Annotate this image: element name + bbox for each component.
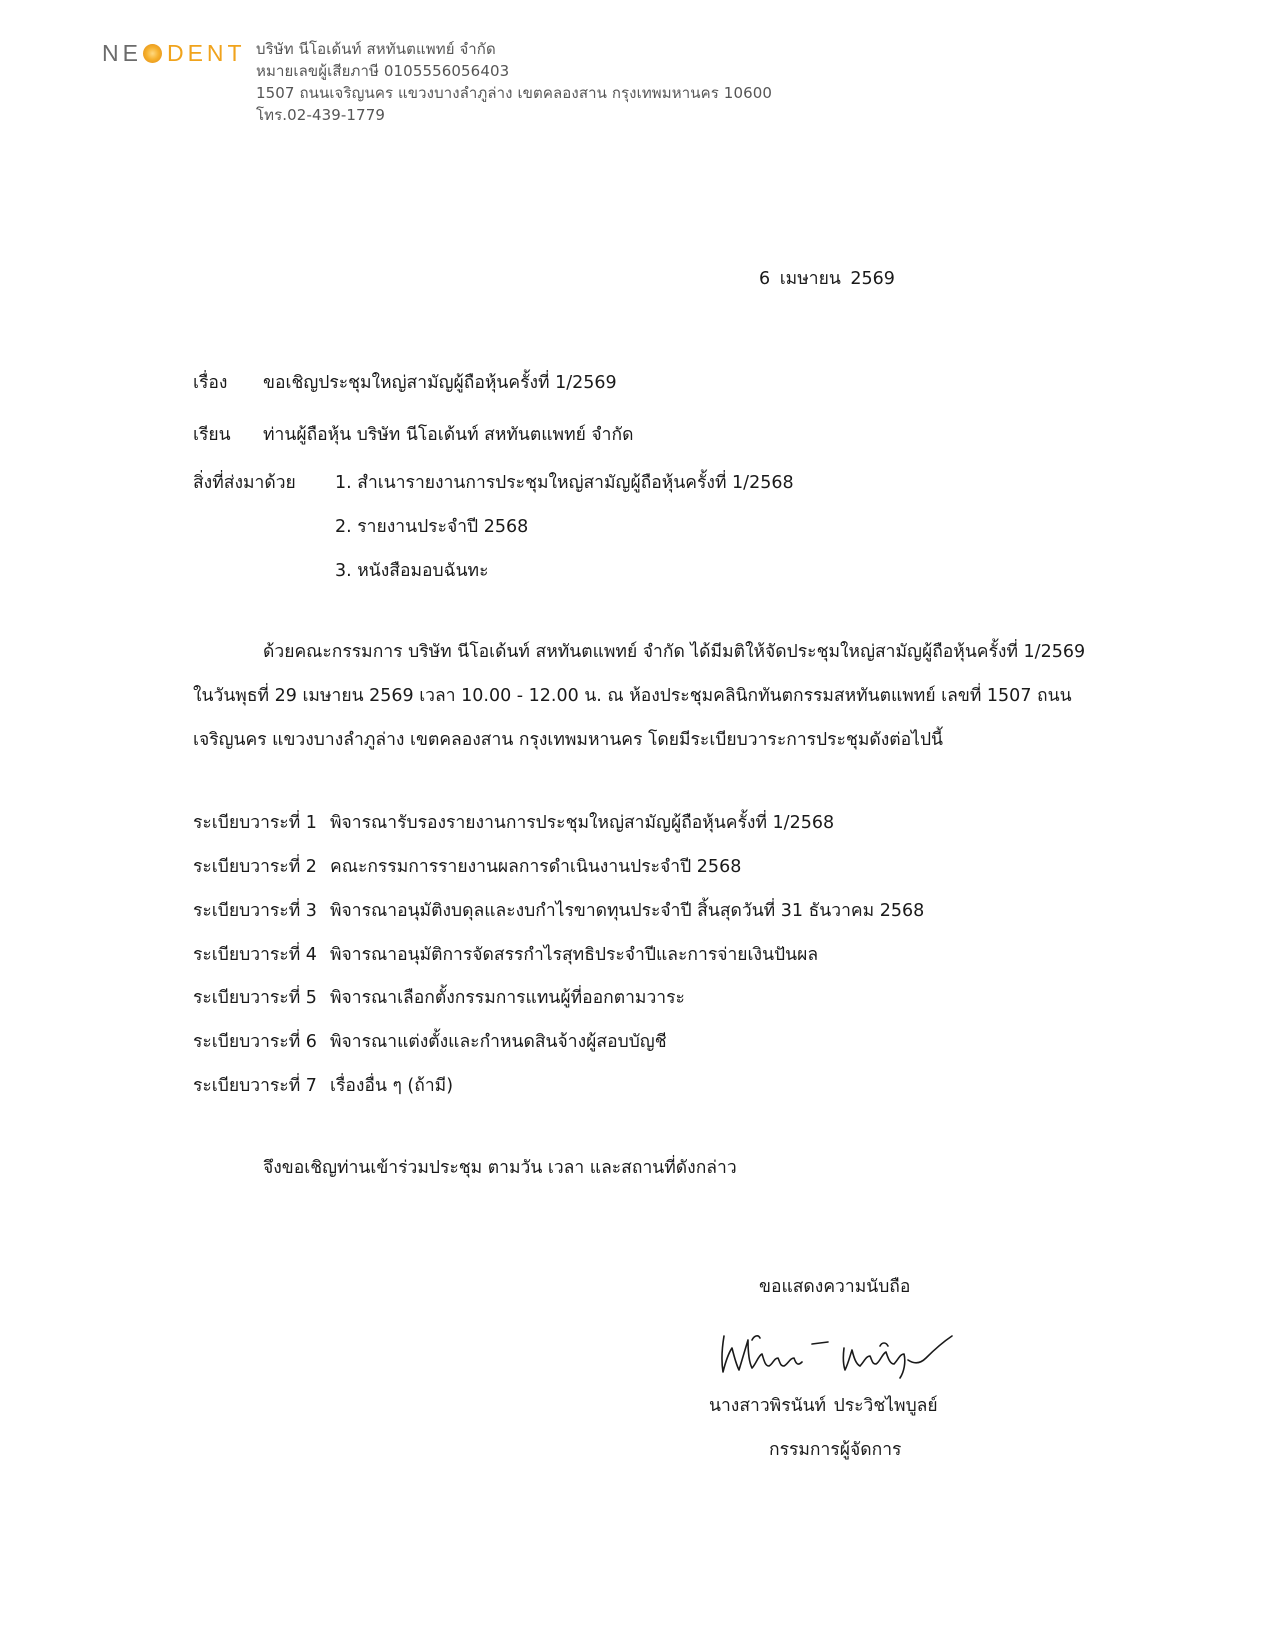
signer-title: กรรมการผู้จัดการ — [769, 1440, 902, 1460]
agenda-text: พิจารณาอนุมัติงบดุลและงบกำไรขาดทุนประจำปี สิ้นสุดวันที่ 31 ธันวาคม 2568 — [330, 901, 925, 921]
body-paragraph-line: เจริญนคร แขวงบางลำภูล่าง เขตคลองสาน กรุงเทพมหานคร โดยมีระเบียบวาระการประชุมดังต่อไปนี้ — [193, 730, 944, 750]
agenda-text: คณะกรรมการรายงานผลการดำเนินงานประจำปี 2568 — [330, 857, 742, 877]
closing-paragraph: จึงขอเชิญท่านเข้าร่วมประชุม ตามวัน เวลา และสถานที่ดังกล่าว — [263, 1158, 737, 1178]
agenda-label: ระเบียบวาระที่ 5 — [193, 988, 317, 1008]
company-name: บริษัท นีโอเด้นท์ สหทันตแพทย์ จำกัด — [256, 40, 496, 58]
company-phone: โทร.02-439-1779 — [256, 106, 385, 124]
subject-label: เรื่อง — [193, 373, 228, 393]
agenda-label: ระเบียบวาระที่ 6 — [193, 1032, 317, 1052]
agenda-item — [193, 812, 834, 834]
body-paragraph-line: ในวันพุธที่ 29 เมษายน 2569 เวลา 10.00 - 12.00 น. ณ ห้องประชุมคลินิกทันตกรรมสหทันตแพทย์ เลขที่ 1507 ถนน — [193, 686, 1072, 706]
agenda-label: ระเบียบวาระที่ 3 — [193, 901, 317, 921]
agenda-text: พิจารณารับรองรายงานการประชุมใหญ่สามัญผู้ถือหุ้นครั้งที่ 1/2568 — [330, 813, 835, 833]
logo-text-dent: DENT — [166, 40, 246, 66]
logo-text-ne: NE — [102, 40, 142, 66]
body-paragraph-line: ด้วยคณะกรรมการ บริษัท นีโอเด้นท์ สหทันตแพทย์ จำกัด ได้มีมติให้จัดประชุมใหญ่สามัญผู้ถือหุ้นครั้งที่ 1/2569 — [263, 642, 1086, 662]
company-tax-id: หมายเลขผู้เสียภาษี 0105556056403 — [256, 62, 510, 80]
agenda-text: พิจารณาแต่งตั้งและกำหนดสินจ้างผู้สอบบัญชี — [330, 1032, 667, 1052]
agenda-item — [193, 1031, 667, 1053]
agenda-text: พิจารณาอนุมัติการจัดสรรกำไรสุทธิประจำปีและการจ่ายเงินปันผล — [330, 945, 819, 965]
subject-text: ขอเชิญประชุมใหญ่สามัญผู้ถือหุ้นครั้งที่ 1/2569 — [263, 373, 617, 393]
recipient-text: ท่านผู้ถือหุ้น บริษัท นีโอเด้นท์ สหทันตแพทย์ จำกัด — [263, 425, 634, 445]
agenda-text: พิจารณาเลือกตั้งกรรมการแทนผู้ที่ออกตามวาระ — [330, 988, 685, 1008]
agenda-label: ระเบียบวาระที่ 2 — [193, 857, 317, 877]
agenda-item — [193, 900, 924, 922]
agenda-label: ระเบียบวาระที่ 7 — [193, 1076, 317, 1096]
agenda-item — [193, 944, 818, 966]
company-info — [256, 38, 772, 126]
letterhead — [102, 38, 772, 126]
agenda-label: ระเบียบวาระที่ 4 — [193, 945, 317, 965]
company-logo — [102, 40, 248, 66]
agenda-item — [193, 856, 741, 878]
signer-name: นางสาวพิรนันท์ ประวิชไพบูลย์ — [709, 1396, 938, 1416]
recipient-label: เรียน — [193, 425, 231, 445]
agenda-item — [193, 987, 685, 1009]
regards-text: ขอแสดงความนับถือ — [759, 1277, 911, 1297]
enclosure-item: 2. รายงานประจำปี 2568 — [335, 517, 529, 537]
agenda-text: เรื่องอื่น ๆ (ถ้ามี) — [330, 1076, 454, 1096]
enclosure-item: 1. สำเนารายงานการประชุมใหญ่สามัญผู้ถือหุ้นครั้งที่ 1/2568 — [335, 473, 794, 493]
enclosures-label: สิ่งที่ส่งมาด้วย — [193, 473, 296, 493]
enclosure-item: 3. หนังสือมอบฉันทะ — [335, 561, 489, 581]
agenda-label: ระเบียบวาระที่ 1 — [193, 813, 317, 833]
logo-o-mark-icon — [143, 44, 162, 63]
company-address: 1507 ถนนเจริญนคร แขวงบางลำภูล่าง เขตคลองสาน กรุงเทพมหานคร 10600 — [256, 84, 773, 102]
letter-date: 6 เมษายน 2569 — [759, 269, 895, 289]
handwritten-signature — [712, 1318, 972, 1380]
agenda-item — [193, 1075, 453, 1097]
